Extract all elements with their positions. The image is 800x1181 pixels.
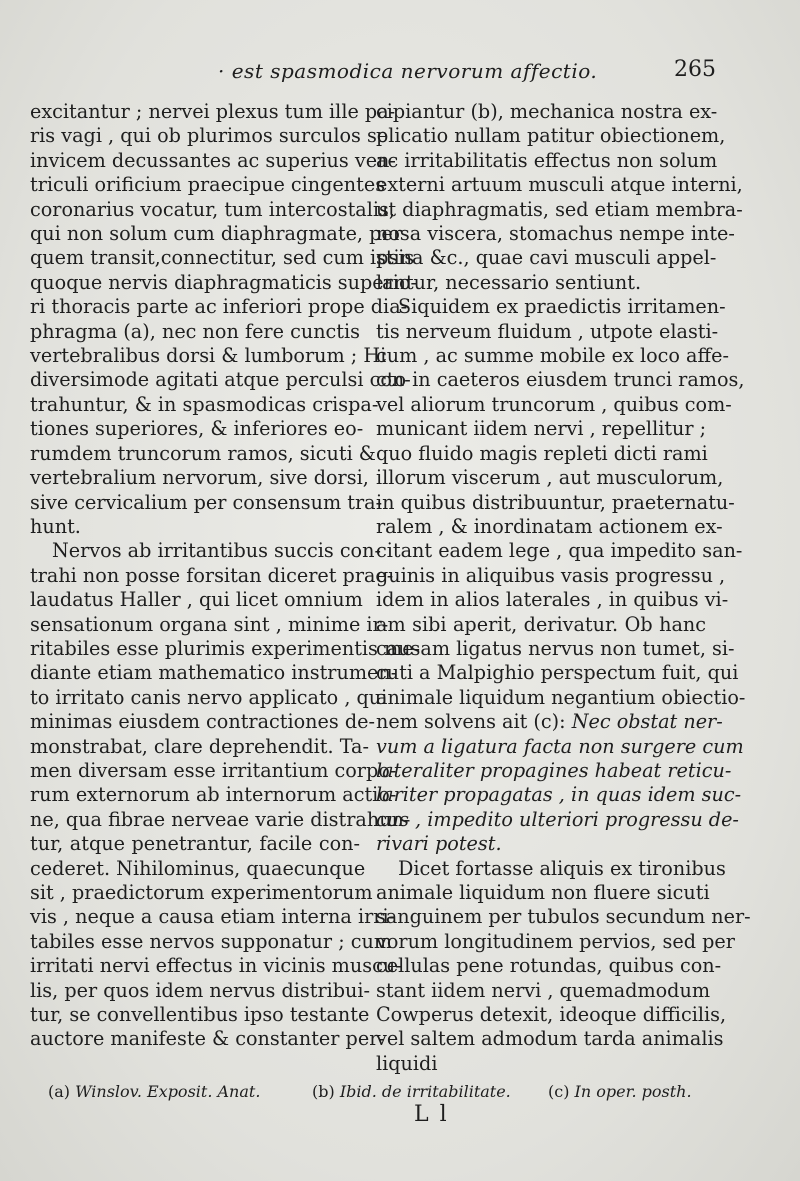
text-line: lantur, necessario sentiunt. [376, 270, 642, 294]
text-line: cum , ac summe mobile ex loco affe- [376, 344, 729, 368]
text-line: Nervos ab irritantibus succis con- [52, 539, 381, 563]
text-line: sive cervicalium per consensum tra- [30, 490, 383, 514]
text-line: qui non solum cum diaphragmate, per [30, 222, 402, 246]
text-line: quoque nervis diaphragmaticis superio- [30, 270, 417, 294]
text-line: Dicet fortasse aliquis ex tironibus [398, 856, 726, 880]
text-line: stina &c., quae cavi musculi appel- [376, 246, 717, 270]
left-text-column [30, 100, 421, 1052]
footnote-text: In oper. posth. [574, 1082, 692, 1101]
text-line: cederet. Nihilominus, quaecunque [30, 856, 366, 880]
text-line: externi artuum musculi atque interni, [376, 173, 743, 197]
text-line: trahuntur, & in spasmodicas crispa- [30, 392, 379, 416]
text-line: animale liquidum negantium obiectio- [376, 685, 746, 709]
text-line: ne, qua fibrae nerveae varie distrahun- [30, 807, 411, 831]
footnote-mark: (b) [312, 1082, 335, 1101]
text-line: monstrabat, clare deprehendit. Ta- [30, 734, 369, 758]
text-line: lateraliter propagines habeat reticu- [376, 758, 732, 782]
text-line: idem in alios laterales , in quibus vi- [376, 588, 729, 612]
text-line: liquidi [376, 1051, 438, 1075]
text-line: vis , neque a causa etiam interna irri- [30, 905, 396, 929]
text-line: cuti a Malpighio perspectum fuit, qui [376, 661, 739, 685]
footnote-b [312, 1082, 511, 1101]
text-line: triculi orificium praecipue cingentes [30, 173, 386, 197]
text-line: tabiles esse nervos supponatur ; cum [30, 929, 393, 953]
text-line: ri thoracis parte ac inferiori prope dia- [30, 295, 408, 319]
page-number: 265 [674, 57, 716, 82]
text-line: sit , praedictorum experimentorum [30, 881, 373, 904]
text-line: nosa viscera, stomachus nempe inte- [376, 222, 735, 246]
text-line: sensationum organa sint , minime ir- [30, 612, 389, 636]
text-line: citant eadem lege , qua impedito san- [376, 539, 743, 563]
text-line: cto in caeteros eiusdem trunci ramos, [376, 368, 745, 392]
text-line: excitantur ; nervei plexus tum ille pa- [30, 100, 396, 123]
text-line: diante etiam mathematico instrumen- [30, 661, 398, 685]
text-line: tis nerveum fluidum , utpote elasti- [376, 319, 719, 343]
text-line: ac irritabilitatis effectus non solum [376, 148, 718, 172]
text-line: invicem decussantes ac superius ven- [30, 148, 396, 172]
text-line: cellulas pene rotundas, quibus con- [376, 954, 722, 978]
text-line: lariter propagatas , in quas idem suc- [376, 783, 742, 807]
text-line: sanguinem per tubulos secundum ner- [376, 905, 751, 929]
text-line: vertebralibus dorsi & lumborum ; Hi [30, 344, 387, 368]
text-line: am sibi aperit, derivatur. Ob hanc [376, 612, 706, 636]
text-line: ris vagi , qui ob plurimos surculos se [30, 124, 389, 148]
footnote-mark: (a) [48, 1082, 71, 1101]
text-line: causam ligatus nervus non tumet, si- [376, 636, 735, 660]
text-line: in quibus distribuuntur, praeternatu- [376, 490, 735, 514]
text-line: to irritato canis nervo applicato , qui [30, 685, 388, 709]
text-line: quo fluido magis repleti dicti rami [376, 441, 708, 465]
text-line: guinis in aliquibus vasis progressu , [376, 563, 726, 587]
text-line: rivari potest. [376, 832, 502, 856]
text-line: minimas eiusdem contractiones de- [30, 710, 375, 734]
text-line: coronarius vocatur, tum intercostalis, [30, 197, 395, 221]
text-line: phragma (a), nec non fere cunctis [30, 319, 360, 343]
text-line: ralem , & inordinatam actionem ex- [376, 514, 723, 538]
text-line: vertebralium nervorum, sive dorsi, [30, 466, 369, 490]
signature-mark: L l [414, 1102, 449, 1127]
text-line: vel aliorum truncorum , quibus com- [376, 392, 732, 416]
text-line: trahi non posse forsitan diceret prae- [30, 563, 394, 587]
text-line: vel saltem admodum tarda animalis [376, 1027, 724, 1051]
footnote-c [548, 1082, 692, 1101]
text-line: animale liquidum non fluere sicuti [376, 881, 710, 904]
footnote-text: Winslov. Exposit. Anat. [75, 1082, 261, 1101]
footnote-a [48, 1082, 260, 1101]
text-line: rumdem truncorum ramos, sicuti & [30, 441, 376, 465]
text-line: tur, atque penetrantur, facile con- [30, 832, 360, 856]
footnote-mark: (c) [548, 1082, 570, 1101]
text-line: irritati nervi effectus in vicinis muscu- [30, 954, 402, 978]
text-line: diversimode agitati atque perculsi con- [30, 368, 411, 392]
running-title: · est spasmodica nervorum affectio. [218, 59, 598, 83]
text-line: quem transit,connectitur, sed cum ipsis [30, 246, 415, 270]
page-header [0, 55, 800, 91]
text-line: men diversam esse irritantium corpo- [30, 758, 397, 782]
text-line: ritabiles esse plurimis experimentis me- [30, 636, 421, 660]
text-line: lis, per quos idem nervus distribui- [30, 978, 371, 1002]
text-line: laudatus Haller , qui licet omnium [30, 588, 363, 612]
text-line: illorum viscerum , aut musculorum, [376, 466, 724, 490]
text-line: cipiantur (b), mechanica nostra ex- [376, 100, 718, 123]
footnote-text: Ibid. de irritabilitate. [339, 1082, 511, 1101]
text-line: vorum longitudinem pervios, sed per [376, 929, 735, 953]
right-text-column [376, 100, 751, 1076]
text-line: vum a ligatura facta non surgere cum [376, 734, 744, 758]
text-line: municant iidem nervi , repellitur ; [376, 417, 707, 441]
text-line: tur, se convellentibus ipso testante [30, 1003, 370, 1027]
text-line: Siquidem ex praedictis irritamen- [398, 295, 726, 319]
text-line: stant iidem nervi , quemadmodum [376, 978, 711, 1002]
text-line: auctore manifeste & constanter per- [30, 1027, 385, 1051]
text-line: nem solvens ait (c): Nec obstat ner- [376, 710, 723, 734]
text-line: cus , impedito ulteriori progressu de- [376, 807, 739, 831]
text-line: tiones superiores, & inferiores eo- [30, 417, 364, 441]
text-line: rum externorum ab internorum actio- [30, 783, 397, 807]
text-line: hunt. [30, 514, 81, 538]
text-line: ut diaphragmatis, sed etiam membra- [376, 197, 743, 221]
text-line: plicatio nullam patitur obiectionem, [376, 124, 726, 148]
text-line: Cowperus detexit, ideoque difficilis, [376, 1003, 727, 1027]
